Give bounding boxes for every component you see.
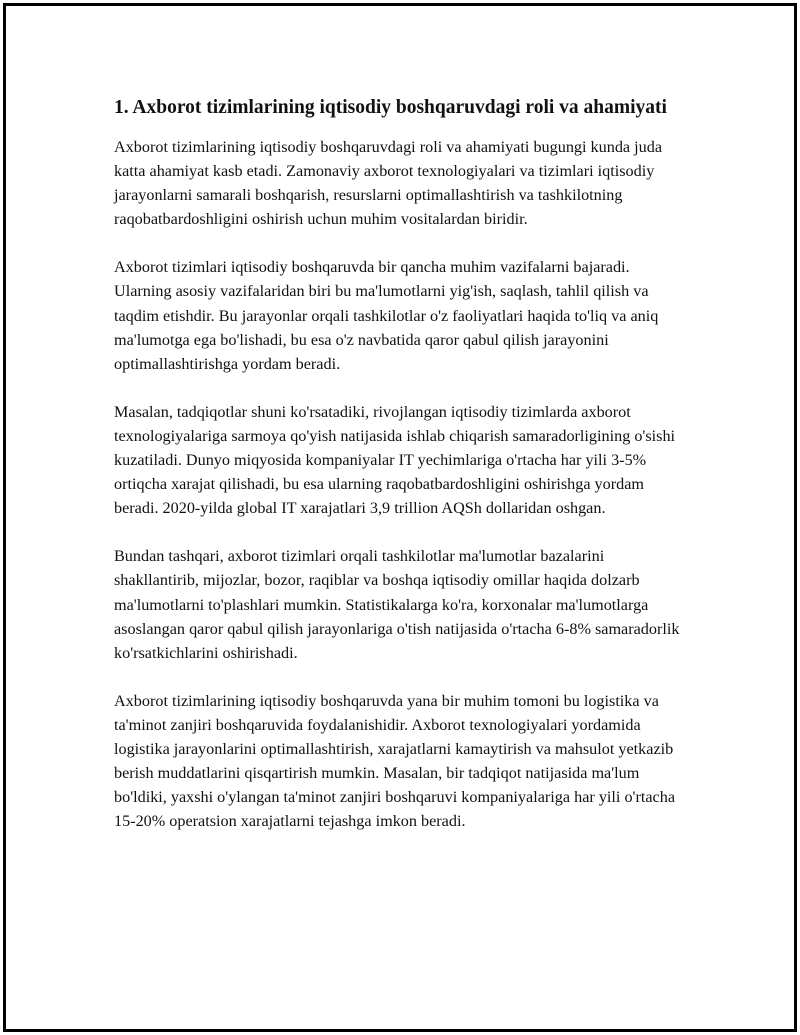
paragraph-5: Axborot tizimlarining iqtisodiy boshqaruvda yana bir muhim tomoni bu logistika va ta'minot zanjiri boshqaruvida foydalanishidir. Axborot texnologiyalari yordamida logistika jarayonlarini optimallashtirish, xarajatlarni kamaytirish va mahsulot yetkazib berish muddatlarini qisqartirish mumkin. Masalan, bir tadqiqot natijasida ma'lum bo'ldiki, yaxshi o'ylangan ta'minot zanjiri boshqaruvi kompaniyalariga har yili o'rtacha 15-20% operatsion xarajatlarni tejashga imkon beradi. <box>114 691 675 831</box>
paragraph-2: Axborot tizimlari iqtisodiy boshqaruvda bir qancha muhim vazifalarni bajaradi. Ularning asosiy vazifalaridan biri bu ma'lumotlarni yig'ish, saqlash, tahlil qilish va taqdim etishdir. Bu jarayonlar orqali tashkilotlar o'z faoliyatlari haqida to'liq va aniq ma'lumotga ega bo'lishadi, bu esa o'z navbatida qaror qabul qilish jarayonini optimallashtirishga yordam beradi. <box>114 258 659 373</box>
section-heading: 1. Axborot tizimlarining iqtisodiy boshqaruvdagi roli va ahamiyati <box>114 97 667 118</box>
paragraph-1: Axborot tizimlarining iqtisodiy boshqaruvdagi roli va ahamiyati bugungi kunda juda katta ahamiyat kasb etadi. Zamonaviy axborot texnologiyalari va tizimlari iqtisodiy jarayonlarni samarali boshqarish, resurslarni optimallashtirish va tashkilotning raqobatbardoshligini oshirish uchun muhim vositalardan biridir. <box>114 138 663 229</box>
paragraph-3: Masalan, tadqiqotlar shuni ko'rsatadiki, rivojlangan iqtisodiy tizimlarda axborot texnologiyalariga sarmoya qo'yish natijasida ishlab chiqarish samaradorligining o'sishi kuzatiladi. Dunyo miqyosida kompaniyalar IT yechimlariga o'rtacha har yili 3-5% ortiqcha xarajat qilishadi, bu esa ularning raqobatbardoshligini oshirishga yordam beradi. 2020-yilda global IT xarajatlari 3,9 trillion AQSh dollaridan oshgan. <box>114 402 676 518</box>
paragraph-4: Bundan tashqari, axborot tizimlari orqali tashkilotlar ma'lumotlar bazalarini shakllantirib, mijozlar, bozor, raqiblar va boshqa iqtisodiy omillar haqida dolzarb ma'lumotlarni to'plashlari mumkin. Statistikalarga ko'ra, korxonalar ma'lumotlarga asoslangan qaror qabul qilish jarayonlariga o'tish natijasida o'rtacha 6-8% samaradorlik ko'rsatkichlarini oshirishadi. <box>114 547 680 662</box>
document-body <box>114 94 686 857</box>
